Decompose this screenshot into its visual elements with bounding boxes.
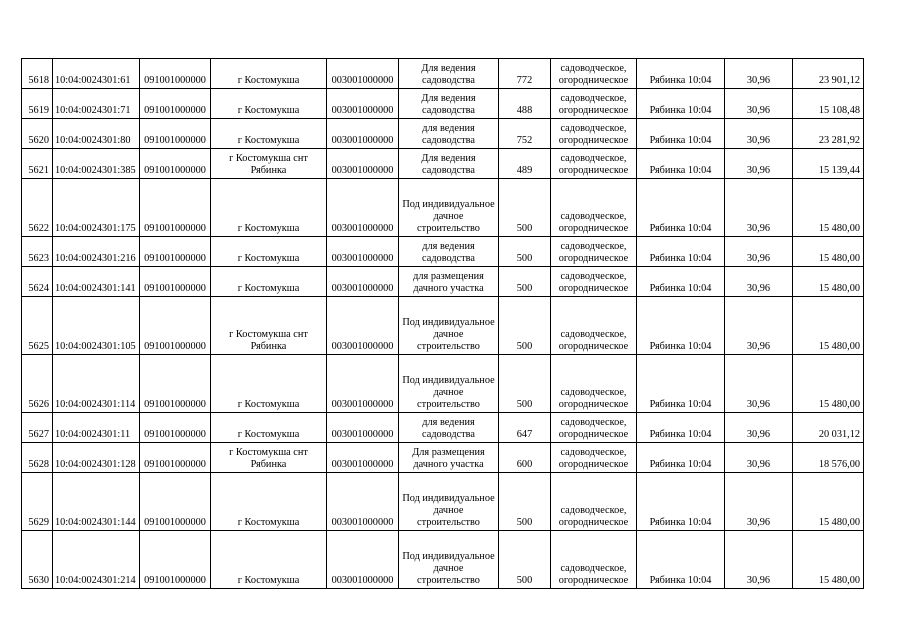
oktmo-code: 003001000000 (327, 473, 399, 531)
valuation-zone: Рябинка 10:04 (637, 267, 725, 297)
cadastral-value: 23 281,92 (793, 119, 864, 149)
specific-rate: 30,96 (725, 267, 793, 297)
locality: г Костомукша (211, 531, 327, 589)
locality: г Костомукша (211, 355, 327, 413)
okato-code: 091001000000 (140, 443, 211, 473)
table-row (22, 89, 864, 119)
permitted-use: Под индивидуальное дачное строительство (399, 355, 499, 413)
cadastral-value: 15 480,00 (793, 297, 864, 355)
locality: г Костомукша (211, 237, 327, 267)
specific-rate: 30,96 (725, 59, 793, 89)
table-row (22, 531, 864, 589)
cadastral-value: 15 480,00 (793, 179, 864, 237)
permitted-use: Под индивидуальное дачное строительство (399, 531, 499, 589)
land-registry-table (21, 58, 864, 589)
permitted-use: Для размещения дачного участка (399, 443, 499, 473)
table-row (22, 119, 864, 149)
land-category: садоводческое, огородническое (551, 531, 637, 589)
row-number: 5622 (22, 179, 53, 237)
area: 772 (499, 59, 551, 89)
locality: г Костомукша (211, 413, 327, 443)
land-category: садоводческое, огородническое (551, 473, 637, 531)
locality: г Костомукша (211, 89, 327, 119)
permitted-use: Для ведения садоводства (399, 149, 499, 179)
locality: г Костомукша (211, 59, 327, 89)
land-category: садоводческое, огородническое (551, 267, 637, 297)
locality: г Костомукша (211, 119, 327, 149)
cadastral-value: 18 576,00 (793, 443, 864, 473)
specific-rate: 30,96 (725, 237, 793, 267)
cadastral-number: 10:04:0024301:114 (53, 355, 140, 413)
valuation-zone: Рябинка 10:04 (637, 149, 725, 179)
cadastral-number: 10:04:0024301:216 (53, 237, 140, 267)
cadastral-value: 15 480,00 (793, 473, 864, 531)
area: 647 (499, 413, 551, 443)
valuation-zone: Рябинка 10:04 (637, 355, 725, 413)
permitted-use: для ведения садоводства (399, 119, 499, 149)
land-category: садоводческое, огородническое (551, 89, 637, 119)
okato-code: 091001000000 (140, 473, 211, 531)
oktmo-code: 003001000000 (327, 413, 399, 443)
permitted-use: Для ведения садоводства (399, 59, 499, 89)
area: 488 (499, 89, 551, 119)
table-row (22, 355, 864, 413)
area: 500 (499, 179, 551, 237)
permitted-use: для размещения дачного участка (399, 267, 499, 297)
land-category: садоводческое, огородническое (551, 149, 637, 179)
okato-code: 091001000000 (140, 237, 211, 267)
okato-code: 091001000000 (140, 179, 211, 237)
area: 600 (499, 443, 551, 473)
row-number: 5621 (22, 149, 53, 179)
land-category: садоводческое, огородническое (551, 355, 637, 413)
permitted-use: Под индивидуальное дачное строительство (399, 297, 499, 355)
cadastral-number: 10:04:0024301:141 (53, 267, 140, 297)
okato-code: 091001000000 (140, 149, 211, 179)
table-row (22, 413, 864, 443)
table-row (22, 179, 864, 237)
land-category: садоводческое, огородническое (551, 179, 637, 237)
valuation-zone: Рябинка 10:04 (637, 89, 725, 119)
land-category: садоводческое, огородническое (551, 119, 637, 149)
land-category: садоводческое, огородническое (551, 443, 637, 473)
okato-code: 091001000000 (140, 59, 211, 89)
cadastral-value: 15 480,00 (793, 267, 864, 297)
area: 500 (499, 355, 551, 413)
table-row (22, 59, 864, 89)
area: 500 (499, 531, 551, 589)
cadastral-number: 10:04:0024301:214 (53, 531, 140, 589)
table-body (22, 59, 864, 589)
specific-rate: 30,96 (725, 297, 793, 355)
row-number: 5629 (22, 473, 53, 531)
specific-rate: 30,96 (725, 179, 793, 237)
specific-rate: 30,96 (725, 149, 793, 179)
locality: г Костомукша снт Рябинка (211, 443, 327, 473)
area: 489 (499, 149, 551, 179)
valuation-zone: Рябинка 10:04 (637, 237, 725, 267)
specific-rate: 30,96 (725, 89, 793, 119)
valuation-zone: Рябинка 10:04 (637, 473, 725, 531)
specific-rate: 30,96 (725, 473, 793, 531)
oktmo-code: 003001000000 (327, 149, 399, 179)
land-category: садоводческое, огородническое (551, 59, 637, 89)
oktmo-code: 003001000000 (327, 443, 399, 473)
area: 500 (499, 297, 551, 355)
table-row (22, 267, 864, 297)
table-row (22, 443, 864, 473)
specific-rate: 30,96 (725, 413, 793, 443)
cadastral-number: 10:04:0024301:144 (53, 473, 140, 531)
valuation-zone: Рябинка 10:04 (637, 413, 725, 443)
locality: г Костомукша (211, 267, 327, 297)
oktmo-code: 003001000000 (327, 89, 399, 119)
area: 500 (499, 267, 551, 297)
land-category: садоводческое, огородническое (551, 413, 637, 443)
oktmo-code: 003001000000 (327, 119, 399, 149)
permitted-use: Под индивидуальное дачное строительство (399, 473, 499, 531)
cadastral-value: 15 480,00 (793, 531, 864, 589)
row-number: 5620 (22, 119, 53, 149)
oktmo-code: 003001000000 (327, 267, 399, 297)
valuation-zone: Рябинка 10:04 (637, 59, 725, 89)
table-row (22, 149, 864, 179)
locality: г Костомукша (211, 179, 327, 237)
oktmo-code: 003001000000 (327, 179, 399, 237)
row-number: 5619 (22, 89, 53, 119)
okato-code: 091001000000 (140, 119, 211, 149)
land-category: садоводческое, огородническое (551, 237, 637, 267)
cadastral-value: 20 031,12 (793, 413, 864, 443)
cadastral-number: 10:04:0024301:128 (53, 443, 140, 473)
valuation-zone: Рябинка 10:04 (637, 297, 725, 355)
cadastral-value: 23 901,12 (793, 59, 864, 89)
oktmo-code: 003001000000 (327, 59, 399, 89)
area: 752 (499, 119, 551, 149)
cadastral-value: 15 480,00 (793, 355, 864, 413)
cadastral-number: 10:04:0024301:385 (53, 149, 140, 179)
specific-rate: 30,96 (725, 531, 793, 589)
table-row (22, 237, 864, 267)
oktmo-code: 003001000000 (327, 297, 399, 355)
okato-code: 091001000000 (140, 267, 211, 297)
row-number: 5625 (22, 297, 53, 355)
oktmo-code: 003001000000 (327, 237, 399, 267)
permitted-use: для ведения садоводства (399, 237, 499, 267)
okato-code: 091001000000 (140, 413, 211, 443)
permitted-use: Под индивидуальное дачное строительство (399, 179, 499, 237)
cadastral-number: 10:04:0024301:80 (53, 119, 140, 149)
permitted-use: Для ведения садоводства (399, 89, 499, 119)
specific-rate: 30,96 (725, 443, 793, 473)
area: 500 (499, 237, 551, 267)
row-number: 5630 (22, 531, 53, 589)
cadastral-value: 15 480,00 (793, 237, 864, 267)
okato-code: 091001000000 (140, 531, 211, 589)
cadastral-value: 15 108,48 (793, 89, 864, 119)
cadastral-number: 10:04:0024301:175 (53, 179, 140, 237)
valuation-zone: Рябинка 10:04 (637, 443, 725, 473)
row-number: 5628 (22, 443, 53, 473)
okato-code: 091001000000 (140, 297, 211, 355)
cadastral-value: 15 139,44 (793, 149, 864, 179)
land-category: садоводческое, огородническое (551, 297, 637, 355)
oktmo-code: 003001000000 (327, 355, 399, 413)
table-row (22, 297, 864, 355)
specific-rate: 30,96 (725, 119, 793, 149)
cadastral-number: 10:04:0024301:71 (53, 89, 140, 119)
okato-code: 091001000000 (140, 89, 211, 119)
okato-code: 091001000000 (140, 355, 211, 413)
permitted-use: для ведения садоводства (399, 413, 499, 443)
specific-rate: 30,96 (725, 355, 793, 413)
row-number: 5624 (22, 267, 53, 297)
row-number: 5618 (22, 59, 53, 89)
oktmo-code: 003001000000 (327, 531, 399, 589)
locality: г Костомукша снт Рябинка (211, 297, 327, 355)
row-number: 5627 (22, 413, 53, 443)
cadastral-number: 10:04:0024301:105 (53, 297, 140, 355)
valuation-zone: Рябинка 10:04 (637, 179, 725, 237)
locality: г Костомукша снт Рябинка (211, 149, 327, 179)
locality: г Костомукша (211, 473, 327, 531)
valuation-zone: Рябинка 10:04 (637, 531, 725, 589)
cadastral-number: 10:04:0024301:11 (53, 413, 140, 443)
row-number: 5623 (22, 237, 53, 267)
valuation-zone: Рябинка 10:04 (637, 119, 725, 149)
table-row (22, 473, 864, 531)
area: 500 (499, 473, 551, 531)
row-number: 5626 (22, 355, 53, 413)
cadastral-number: 10:04:0024301:61 (53, 59, 140, 89)
